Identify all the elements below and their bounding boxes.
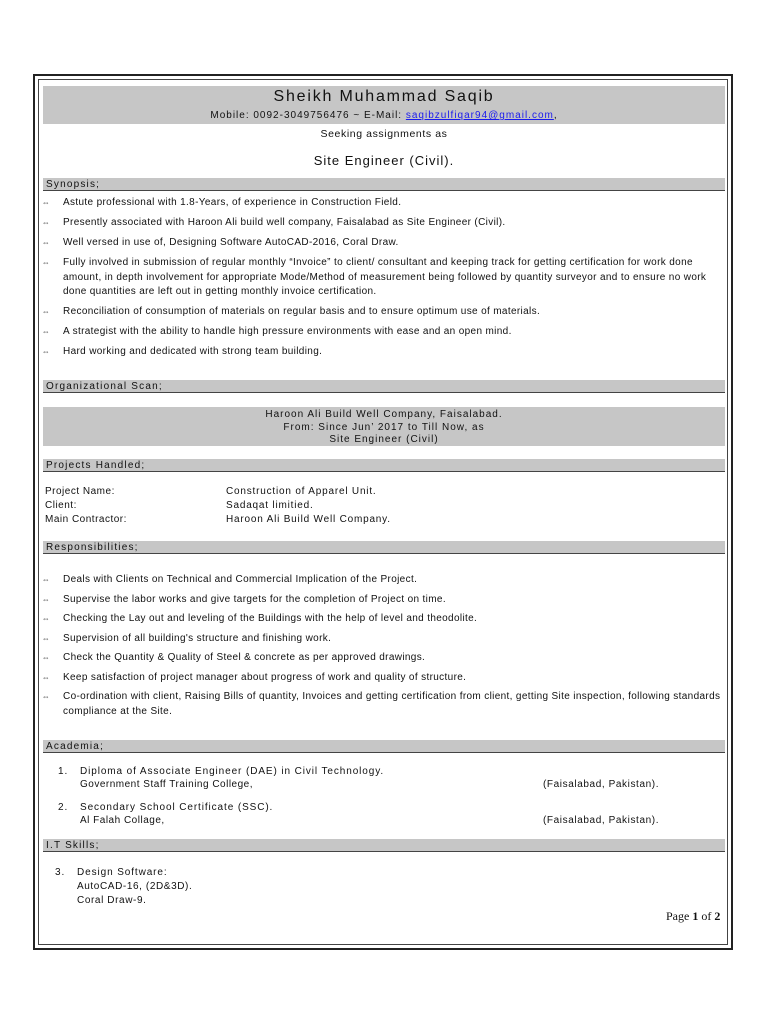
academia-degree: Secondary School Certificate (SSC). [80,802,274,813]
target-role: Site Engineer (Civil). [313,153,455,168]
synopsis-list [40,196,730,360]
synopsis-heading [43,178,725,191]
list-item: ⇔ Supervision of all building's structure and finishing work. [41,632,332,644]
academia-school: Al Falah Collage, [80,815,165,826]
it-skills-heading [43,839,725,852]
academia-number: 2. [58,802,69,813]
responsibilities-list [40,573,730,719]
academia-heading [43,740,725,753]
company-name: Haroon Ali Build Well Company, Faisalabad. [265,409,503,420]
section-title: Projects Handled; [46,460,146,471]
page-number: Page 1 of 2 [666,909,721,923]
projects-heading [43,459,725,472]
section-title: Synopsis; [46,179,101,190]
list-item: ⇔ Reconciliation of consumption of materials on regular basis and to ensure optimum use of materials. [41,306,541,317]
academia-location: (Faisalabad, Pakistan). [543,779,660,790]
list-item: ⇔ Hard working and dedicated with strong team building. [41,346,323,357]
email-suffix: , [553,110,558,121]
section-title: Responsibilities; [46,542,139,553]
section-title: Organizational Scan; [46,381,163,392]
it-skill-item: AutoCAD-16, (2D&3D). [77,881,193,892]
arrow-bullet-icon: ⇔ [41,238,51,247]
contact-line [43,108,725,124]
academia-degree: Diploma of Associate Engineer (DAE) in Civil Technology. [80,766,385,777]
responsibilities-heading [43,541,725,554]
list-item: ⇔ Fully involved in submission of regular monthly “Invoice” to client/ consultant and keeping track for getting certification for work done amount, in depth involvement for appropriate Mode/Method of measurement being followed by quantity surveyor and to ensure no work done quantities are left out in getting monthly invoice certification. [41,257,707,297]
arrow-bullet-icon: ⇔ [41,653,51,662]
arrow-bullet-icon: ⇔ [41,692,51,701]
project-value: Construction of Apparel Unit. [226,486,377,497]
academia-number: 1. [58,766,69,777]
list-item: ⇔ Well versed in use of, Designing Software AutoCAD-2016, Coral Draw. [41,237,399,248]
academia-location: (Faisalabad, Pakistan). [543,815,660,826]
arrow-bullet-icon: ⇔ [41,614,51,623]
list-item: ⇔ Astute professional with 1.8-Years, of experience in Construction Field. [41,197,402,208]
list-item: ⇔ Keep satisfaction of project manager about progress of work and quality of structure. [41,671,467,683]
arrow-bullet-icon: ⇔ [41,594,51,604]
it-skill-item: Coral Draw-9. [77,895,147,906]
mobile-text: Mobile: 0092-3049756476 ~ E-Mail: [210,110,406,121]
project-value: Haroon Ali Build Well Company. [226,514,391,525]
project-label: Project Name: [45,486,115,497]
list-item: ⇔ Co-ordination with client, Raising Bills of quantity, Invoices and getting certification from client, getting Site inspection, following standards compliance at the Site. [41,691,721,717]
organization-box [43,407,725,446]
list-item: ⇔ Deals with Clients on Technical and Commercial Implication of the Project. [41,574,418,585]
arrow-bullet-icon: ⇔ [41,258,51,267]
list-item: ⇔ Supervise the labor works and give targets for the completion of Project on time. [41,593,446,605]
arrow-bullet-icon: ⇔ [41,307,51,316]
arrow-bullet-icon: ⇔ [41,327,51,336]
employment-period: From: Since Jun’ 2017 to Till Now, as [283,421,485,433]
project-label: Main Contractor: [45,514,127,525]
it-skills-number: 3. [55,867,66,878]
candidate-name: Sheikh Muhammad Saqib [43,86,725,108]
section-title: Academia; [46,741,105,752]
organization-heading [43,380,725,393]
list-item: ⇔ Checking the Lay out and leveling of the Buildings with the help of level and theodolite. [41,613,478,624]
list-item: ⇔ Check the Quantity & Quality of Steel & concrete as per approved drawings. [41,652,426,663]
list-item: ⇔ A strategist with the ability to handle high pressure environments with ease and an open mind. [41,326,512,337]
seeking-text: Seeking assignments as [320,128,448,140]
list-item: ⇔ Presently associated with Haroon Ali build well company, Faisalabad as Site Engineer (Civil). [41,217,506,228]
arrow-bullet-icon: ⇔ [41,633,51,643]
arrow-bullet-icon: ⇔ [41,575,51,584]
arrow-bullet-icon: ⇔ [41,672,51,682]
arrow-bullet-icon: ⇔ [41,218,51,227]
arrow-bullet-icon: ⇔ [41,347,51,356]
it-skills-category: Design Software: [77,867,168,878]
project-label: Client: [45,500,77,511]
arrow-bullet-icon: ⇔ [41,198,51,207]
project-value: Sadaqat limitied. [226,500,314,511]
section-title: I.T Skills; [46,840,100,851]
email-link[interactable]: saqibzulfiqar94@gmail.com [405,110,554,121]
academia-school: Government Staff Training College, [80,779,254,790]
employment-position: Site Engineer (Civil) [329,434,439,445]
